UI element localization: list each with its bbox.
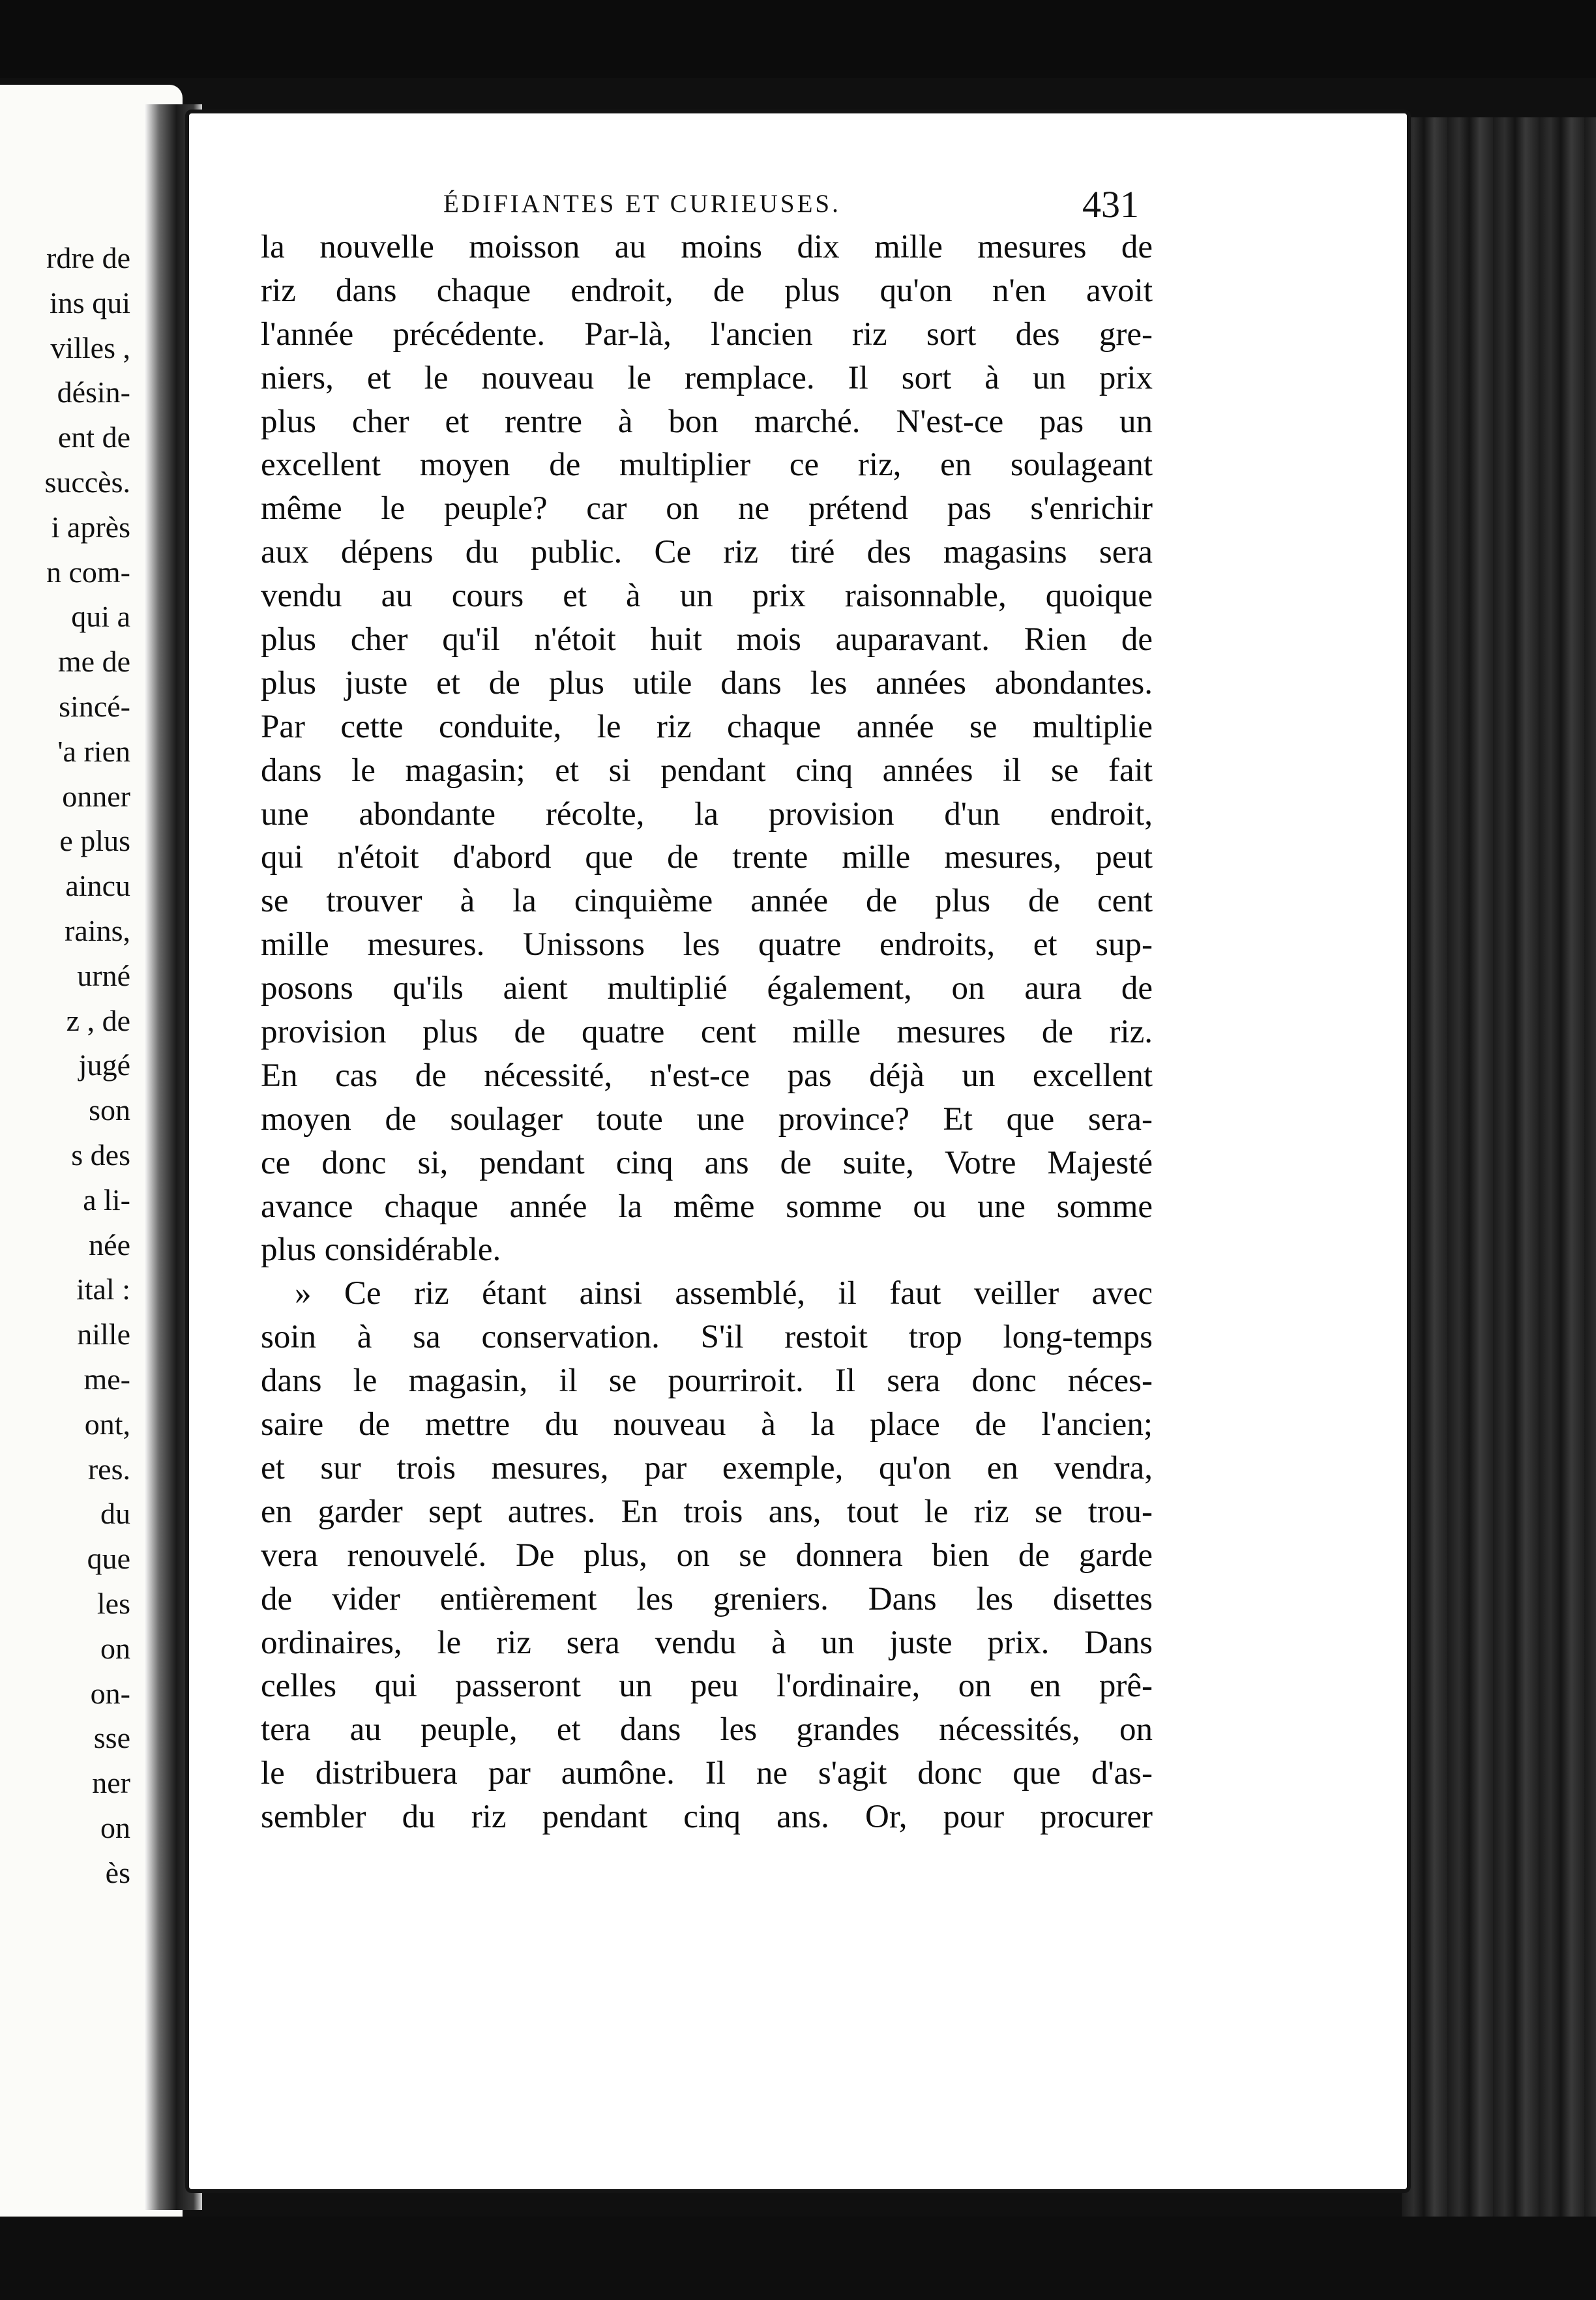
previous-page-line: ins qui xyxy=(50,286,130,319)
previous-page-line: s des xyxy=(71,1138,130,1172)
previous-page-line: on xyxy=(100,1631,130,1665)
previous-page-line: a li- xyxy=(83,1183,130,1216)
text-line: et sur trois mesures, par exemple, qu'on en vendra, xyxy=(261,1449,1153,1486)
previous-page-line: villes , xyxy=(50,331,130,364)
text-line: plus juste et de plus utile dans les années abondantes. xyxy=(261,664,1153,701)
previous-page-line: on- xyxy=(90,1676,130,1710)
text-line: excellent moyen de multiplier ce riz, en soulageant xyxy=(261,447,1153,484)
previous-page-line: i après xyxy=(51,510,130,544)
scan-background-bottom xyxy=(0,2217,1596,2300)
previous-page-line: son xyxy=(89,1093,130,1127)
scan-background-top xyxy=(0,0,1596,78)
text-line: en garder sept autres. En trois ans, tout le riz se trou- xyxy=(261,1493,1153,1530)
previous-page-line: onner xyxy=(62,779,130,813)
previous-page-line: ital : xyxy=(76,1273,130,1306)
text-line: soin à sa conservation. S'il restoit trop long-temps xyxy=(261,1319,1153,1356)
text-line: même le peuple? car on ne prétend pas s'enrichir xyxy=(261,490,1153,527)
previous-page-line: ès xyxy=(105,1855,130,1889)
previous-page-line: n com- xyxy=(46,555,130,589)
text-line: dans le magasin, il se pourriroit. Il sera donc néces- xyxy=(261,1363,1153,1400)
text-line: avance chaque année la même somme ou une somme xyxy=(261,1188,1153,1225)
page-number: 431 xyxy=(1082,183,1139,226)
text-line: posons qu'ils aient multiplié également, on aura de xyxy=(261,970,1153,1007)
text-line: vendu au cours et à un prix raisonnable, quoique xyxy=(261,578,1153,615)
text-line: qui n'étoit d'abord que de trente mille mesures, peut xyxy=(261,839,1153,876)
previous-page-line: rdre de xyxy=(46,241,130,274)
previous-page-text xyxy=(0,236,130,1895)
previous-page-line: on xyxy=(100,1810,130,1844)
text-line: ce donc si, pendant cinq ans de suite, Votre Majesté xyxy=(261,1144,1153,1181)
previous-page-line: sse xyxy=(93,1721,130,1755)
previous-page-line: nille xyxy=(77,1318,130,1351)
text-line: la nouvelle moisson au moins dix mille mesures de xyxy=(261,229,1153,265)
previous-page-line: du xyxy=(100,1497,130,1531)
previous-page-line: que xyxy=(87,1542,130,1576)
text-line: saire de mettre du nouveau à la place de l'ancien; xyxy=(261,1406,1153,1443)
previous-page-line: res. xyxy=(87,1452,130,1486)
text-line: dans le magasin; et si pendant cinq années il se fait xyxy=(261,752,1153,789)
previous-page-line: jugé xyxy=(78,1048,130,1082)
text-line: plus cher et rentre à bon marché. N'est-ce pas un xyxy=(261,403,1153,440)
text-line: plus cher qu'il n'étoit huit mois auparavant. Rien de xyxy=(261,621,1153,658)
previous-page-line: aincu xyxy=(65,869,130,903)
previous-page-line: urné xyxy=(77,958,130,992)
previous-page-line: sincé- xyxy=(59,689,130,723)
previous-page-line: 'a rien xyxy=(57,734,130,768)
text-line: tera au peuple, et dans les grandes nécessités, on xyxy=(261,1711,1153,1748)
previous-page-line: qui a xyxy=(71,600,130,634)
previous-page-line: rains, xyxy=(65,913,130,947)
previous-page-line: e plus xyxy=(59,824,130,858)
text-line: l'année précédente. Par-là, l'ancien riz sort des gre- xyxy=(261,316,1153,353)
text-line: une abondante récolte, la provision d'un endroit, xyxy=(261,795,1153,833)
page-body-text xyxy=(261,226,1153,1839)
text-line: provision plus de quatre cent mille mesures de riz. xyxy=(261,1014,1153,1051)
text-line: vera renouvelé. De plus, on se donnera bien de garde xyxy=(261,1537,1153,1574)
previous-page-line: me- xyxy=(83,1362,130,1396)
text-line: aux dépens du public. Ce riz tiré des magasins sera xyxy=(261,534,1153,571)
previous-page-line: ont, xyxy=(84,1407,130,1441)
previous-page-line: ent de xyxy=(57,420,130,454)
text-line: se trouver à la cinquième année de plus de cent xyxy=(261,883,1153,920)
text-line: de vider entièrement les greniers. Dans les disettes xyxy=(261,1580,1153,1617)
text-line: En cas de nécessité, n'est-ce pas déjà un excellent xyxy=(261,1057,1153,1094)
previous-page-line: ner xyxy=(92,1766,130,1800)
text-line: celles qui passeront un peu l'ordinaire, on en prê- xyxy=(261,1668,1153,1705)
previous-page-line: désin- xyxy=(57,376,130,409)
text-line: sembler du riz pendant cinq ans. Or, pour procurer xyxy=(261,1799,1153,1836)
previous-page-line: me de xyxy=(57,645,130,679)
previous-page-line: les xyxy=(96,1586,130,1620)
book-edge-right xyxy=(1402,117,1596,2300)
text-line: moyen de soulager toute une province? Et que sera- xyxy=(261,1100,1153,1138)
text-line: le distribuera par aumône. Il ne s'agit donc que d'as- xyxy=(261,1755,1153,1792)
text-line: riz dans chaque endroit, de plus qu'on n'en avoit xyxy=(261,272,1153,309)
text-line: ordinaires, le riz sera vendu à un juste prix. Dans xyxy=(261,1624,1153,1661)
text-line: niers, et le nouveau le remplace. Il sort à un prix xyxy=(261,359,1153,396)
text-line: » Ce riz étant ainsi assemblé, il faut veiller avec xyxy=(295,1275,1153,1312)
previous-page-line: succès. xyxy=(44,465,130,499)
text-line: Par cette conduite, le riz chaque année se multiplie xyxy=(261,708,1153,745)
previous-page-line: née xyxy=(89,1228,130,1261)
text-line: plus considérable. xyxy=(261,1231,501,1269)
running-head: ÉDIFIANTES ET CURIEUSES. xyxy=(443,190,841,218)
previous-page-line: z , de xyxy=(66,1003,130,1037)
text-line: mille mesures. Unissons les quatre endroits, et sup- xyxy=(261,926,1153,964)
